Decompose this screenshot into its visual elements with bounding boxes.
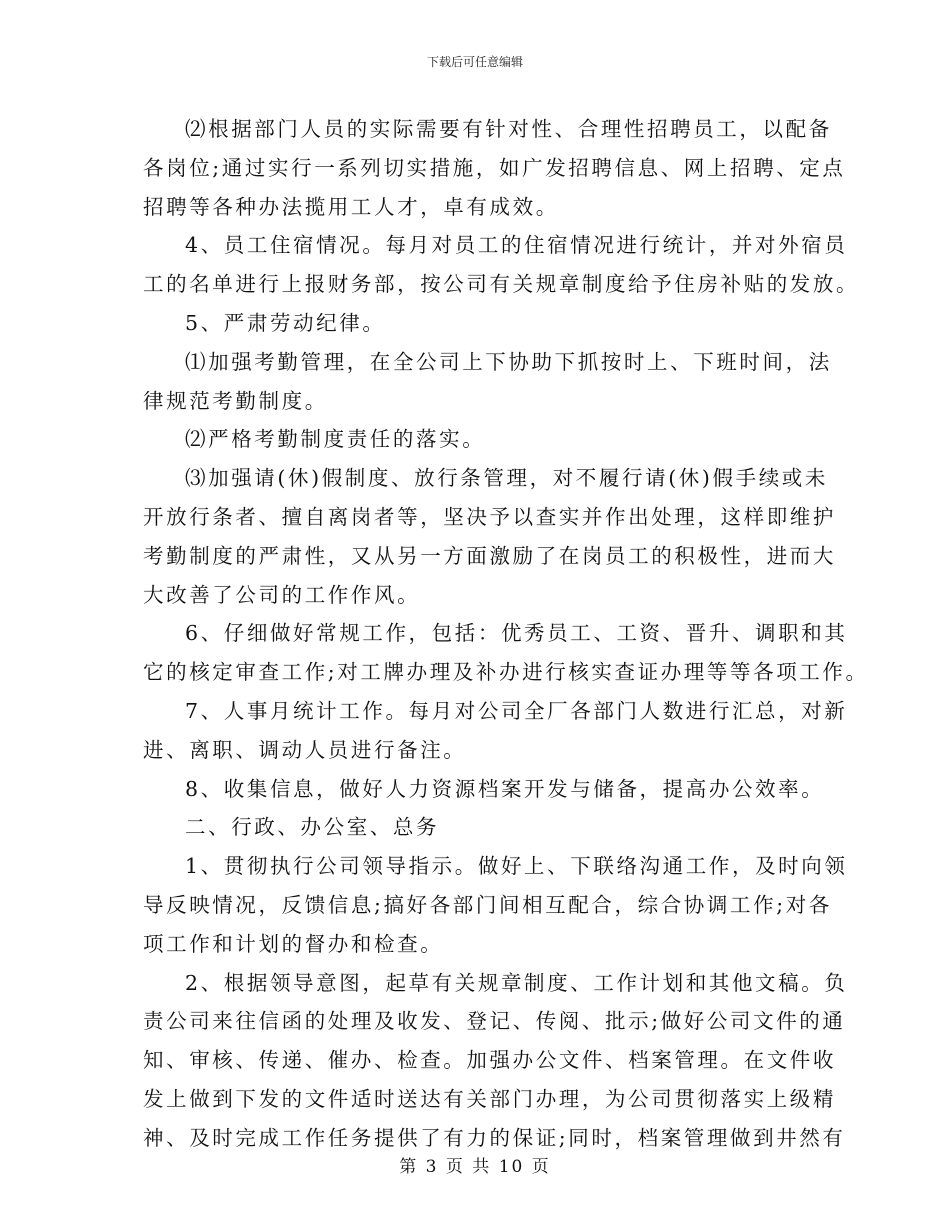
text-line: 工的名单进行上报财务部，按公司有关规章制度给予住房补贴的发放。 [143, 272, 860, 297]
text-line: 各岗位;通过实行一系列切实措施，如广发招聘信息、网上招聘、定点 [143, 155, 846, 180]
section-heading: 二、行政、办公室、总务 [185, 815, 440, 840]
text-line: 项工作和计划的督办和检查。 [143, 931, 444, 956]
text-line: 1、贯彻执行公司领导指示。做好上、下联络沟通工作，及时向领 [185, 854, 848, 879]
text-line: 7、人事月统计工作。每月对公司全厂各部门人数进行汇总，对新 [185, 698, 848, 723]
text-line: 发上做到下发的文件适时送达有关部门办理，为公司贯彻落实上级精 [143, 1086, 836, 1111]
text-line: 6、仔细做好常规工作，包括：优秀员工、工资、晋升、调职和其 [185, 621, 848, 646]
text-line: 导反映情况，反馈信息;搞好各部门间相互配合，综合协调工作;对各 [143, 892, 832, 917]
text-line: ⑴加强考勤管理，在全公司上下协助下抓按时上、下班时间，法 [185, 349, 832, 374]
text-line: 8、收集信息，做好人力资源档案开发与储备，提高办公效率。 [185, 776, 825, 801]
text-line: 开放行条者、擅自离岗者等，坚决予以查实并作出处理，这样即维护 [143, 504, 836, 529]
text-line: 律规范考勤制度。 [143, 388, 328, 413]
text-line: ⑵严格考勤制度责任的落实。 [185, 427, 486, 452]
document-body [143, 110, 869, 1158]
text-line: 考勤制度的严肃性，又从另一方面激励了在岗员工的积极性，进而大 [143, 543, 836, 568]
text-line: 它的核定审查工作;对工牌办理及补办进行核实查证办理等等各项工作。 [143, 660, 869, 685]
page-number-footer: 第 3 页 共 10 页 [399, 1157, 551, 1177]
text-line: 知、审核、传递、催办、检查。加强办公文件、档案管理。在文件收 [143, 1048, 836, 1073]
page-header: 下载后可任意编辑 [426, 55, 523, 69]
text-line: ⑶加强请(休)假制度、放行条管理，对不履行请(休)假手续或未 [185, 466, 828, 491]
text-line: 2、根据领导意图，起草有关规章制度、工作计划和其他文稿。负 [185, 970, 848, 995]
text-line: 责公司来往信函的处理及收发、登记、传阅、批示;做好公司文件的通 [143, 1009, 846, 1034]
text-line: 4、员工住宿情况。每月对员工的住宿情况进行统计，并对外宿员 [185, 233, 848, 258]
text-line: 进、离职、调动人员进行备注。 [143, 737, 467, 762]
text-line: 招聘等各种办法揽用工人才，卓有成效。 [143, 194, 559, 219]
text-line: 神、及时完成工作任务提供了有力的保证;同时，档案管理做到井然有 [143, 1125, 846, 1150]
text-line: ⑵根据部门人员的实际需要有针对性、合理性招聘员工，以配备 [185, 117, 832, 141]
text-line: 5、严肃劳动纪律。 [185, 310, 386, 335]
text-line: 大改善了公司的工作作风。 [143, 582, 421, 607]
